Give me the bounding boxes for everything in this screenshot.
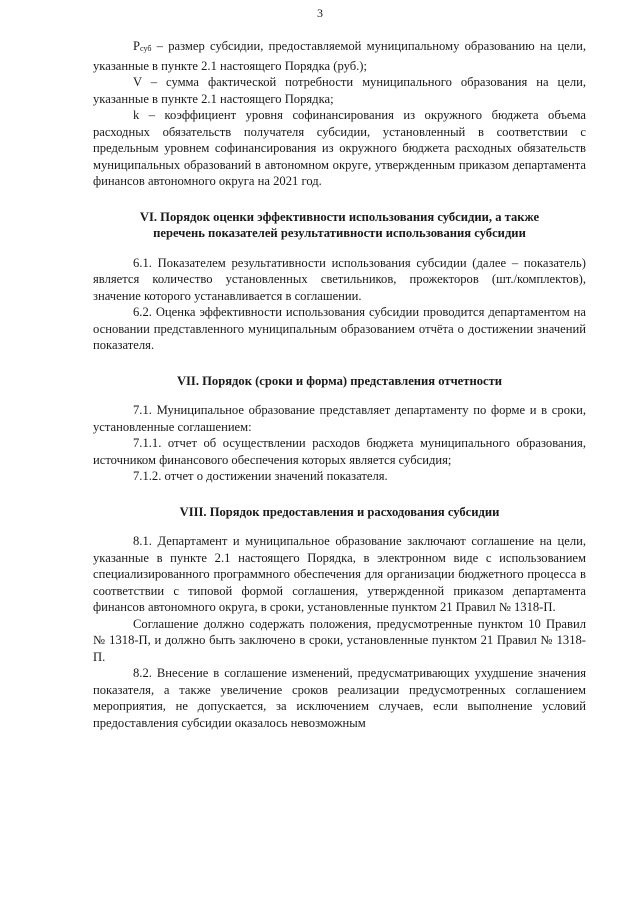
paragraph-6-1: 6.1. Показателем результативности использования субсидии (далее – показатель) является количество установленных светильников, прожекторов (шт./комплектов), значение которого устанавливается в соглашении.	[93, 255, 586, 303]
section-8-heading: VIII. Порядок предоставления и расходования субсидии	[179, 504, 500, 519]
paragraph-7-1-2: 7.1.2. отчет о достижении значений показателя.	[133, 469, 388, 483]
paragraph-8-1-agreement: Соглашение должно содержать положения, предусмотренные пунктом 10 Правил № 1318-П, и должно быть заключено в сроки, установленные пунктом 21 Правил № 1318-П.	[93, 616, 586, 664]
paragraph-p-sub-definition	[93, 38, 586, 74]
symbol-sub: суб	[140, 44, 152, 53]
p-sub-text: – размер субсидии, предоставляемой муниципальному образованию на цели, указанные в пункте 2.1 настоящего Порядка (руб.);	[93, 39, 586, 73]
paragraph-7-1-1: 7.1.1. отчет об осуществлении расходов бюджета муниципального образования, источником финансового обеспечения которых является субсидия;	[93, 436, 586, 467]
paragraph-8-1: 8.1. Департамент и муниципальное образование заключают соглашение на цели, указанные в пункте 2.1 настоящего Порядка, в электронном виде с использованием специализированного программного обеспечения для организации бюджетного процесса в соответствии с типовой формой соглашения, утвержденной приказом департамента финансов автономного округа, в сроки, установленные пунктом 21 Правил № 1318-П.	[93, 534, 586, 614]
paragraph-v-definition: V – сумма фактической потребности муниципального образования на цели, указанные в пункте 2.1 настоящего Порядка;	[93, 75, 586, 106]
paragraph-6-2: 6.2. Оценка эффективности использования субсидии проводится департаментом на основании представленного муниципальным образованием отчёта о достижении значений показателя.	[93, 305, 586, 352]
paragraph-k-definition: k – коэффициент уровня софинансирования из окружного бюджета объема расходных обязательств получателя субсидии, установленный в соответствии с предельным уровнем софинансирования из окружного бюджета расходных обязательств муниципальных образований в автономном округе, утвержденным приказом департамента финансов автономного округа на 2021 год.	[93, 108, 586, 188]
section-6-heading-line1: VI. Порядок оценки эффективности использования субсидии, а также	[139, 209, 540, 224]
symbol-p: P	[133, 39, 141, 53]
page-number: 3	[317, 6, 323, 20]
paragraph-7-1: 7.1. Муниципальное образование представляет департаменту по форме и в сроки, установленные соглашением:	[93, 403, 586, 434]
paragraph-8-2: 8.2. Внесение в соглашение изменений, предусматривающих ухудшение значения показателя, а также увеличение сроков реализации предусмотренных соглашением мероприятия, не допускается, за исключением случаев, если выполнение условий предоставления субсидии оказалось невозможным	[93, 666, 586, 730]
document-body	[93, 38, 586, 731]
section-6-heading-line2: перечень показателей результативности использования субсидии	[153, 226, 526, 240]
section-7-heading: VII. Порядок (сроки и форма) представления отчетности	[176, 373, 503, 388]
